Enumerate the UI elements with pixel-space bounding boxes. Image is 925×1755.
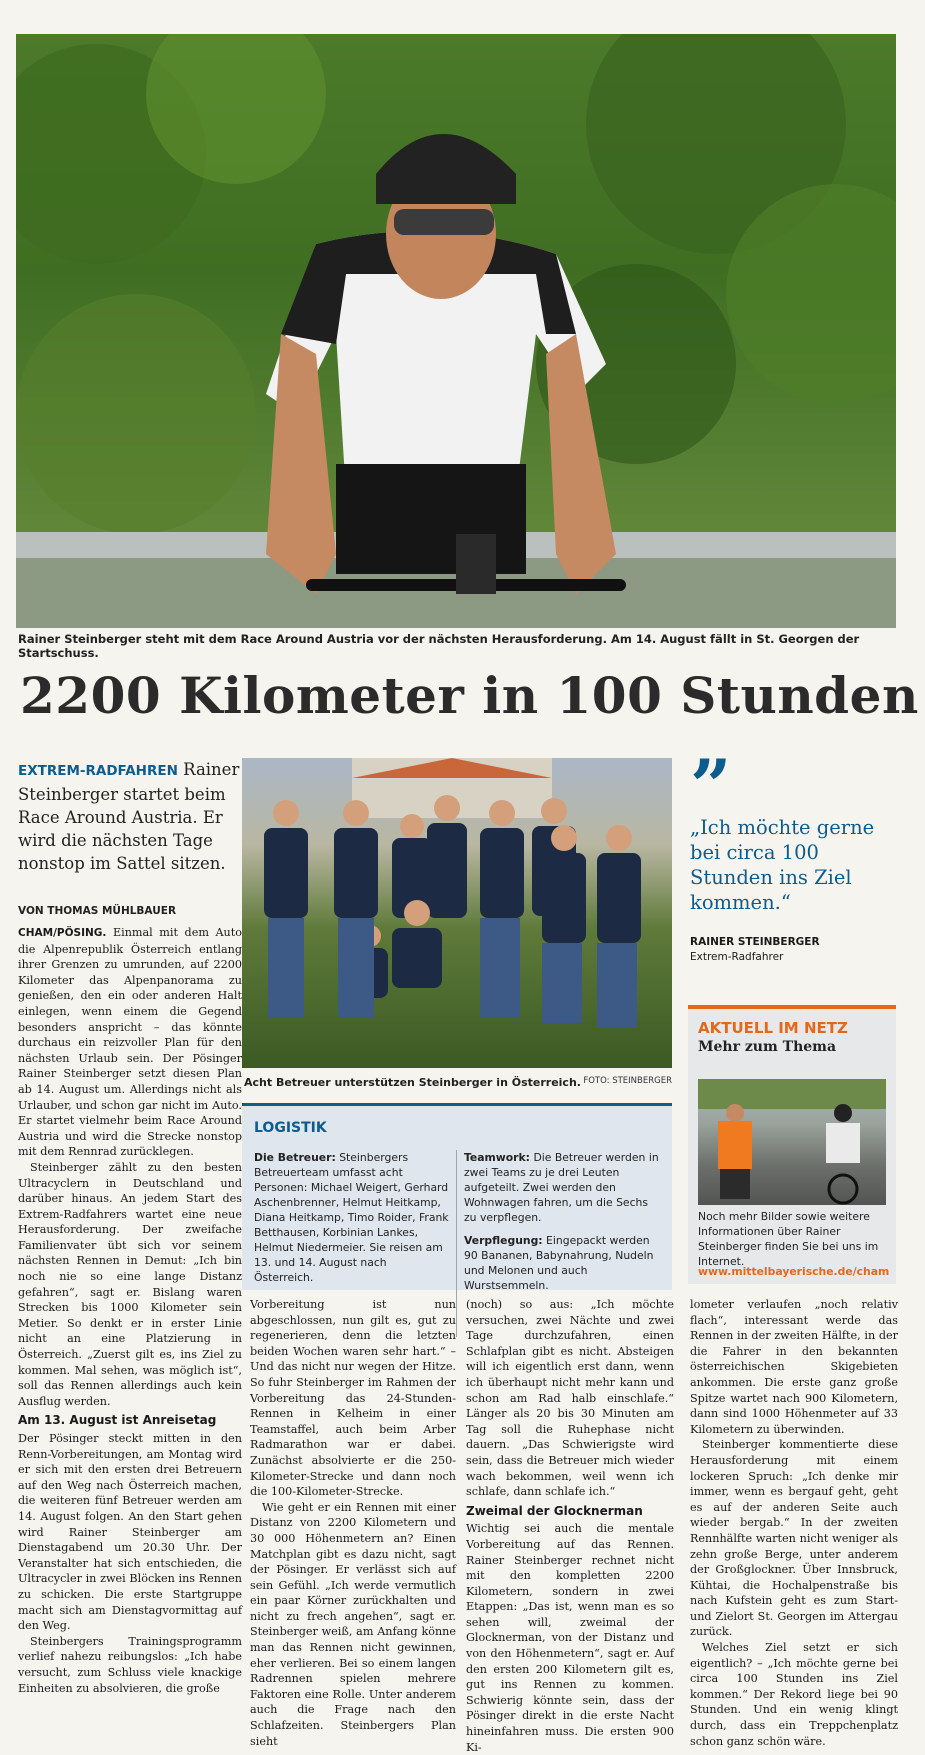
article-paragraph: Steinbergers Trainingsprogramm verlief nahezu reibungslos: „Ich habe versucht, zum Schluss viele knackige Einheiten zu absolvieren, die große: [18, 1634, 242, 1695]
lead-kicker: EXTREM-RADFAHREN: [18, 763, 178, 779]
article-paragraph: lometer verlaufen „noch relativ flach“, interessant werde das Rennen in der zweiten Hälfte, in der die Fahrer in den bekannten österreichischen Skigebieten ankommen. Die erste ganz große Spitze wartet nach 900 Kilometern, dann sind 1000 Höhenmeter auf 33 Kilometern zu überwinden.: [690, 1298, 898, 1436]
article-column-2: [250, 1297, 456, 1749]
subheading: Zweimal der Glocknerman: [466, 1503, 643, 1518]
article-paragraph: Der Pösinger steckt mitten in den Renn-Vorbereitungen, am Montag wird er sich mit den ersten drei Betreuern auf den Weg nach Österreich machen, die weiteren fünf Betreuer werden am 14. August folgen. An den Start gehen wird Rainer Steinberger am Dienstagabend um 20.30 Uhr. Der Veranstalter hat sich entschieden, die Ultracycler in zwei Blöcken ins Rennen zu schicken. Die erste Startgruppe macht sich am Dienstagvormittag auf den Weg.: [18, 1432, 242, 1633]
group-photo: [242, 758, 672, 1068]
logistik-betreuer: Die Betreuer: Steinbergers Betreuerteam umfasst acht Personen: Michael Weigert, Gerhard Aschenbrenner, Helmut Heitkamp, Diana Heitkamp, Timo Roider, Frank Betthausen, Korbinian Lankes, Helmut Niedermeier. Sie reisen am 13. und 14. August nach Österreich.: [254, 1151, 449, 1284]
online-teaser-heading: AKTUELL IM NETZ: [698, 1019, 848, 1037]
photo-credit: FOTO: STEINBERGER: [583, 1076, 672, 1086]
cyclist-photo: [16, 34, 896, 628]
logistik-box: [242, 1103, 672, 1290]
logistik-title: LOGISTIK: [254, 1120, 327, 1136]
article-column-1: [18, 925, 242, 1696]
logistik-column-2: [464, 1150, 659, 1293]
lead: [18, 758, 242, 875]
article-column-3: [466, 1297, 674, 1755]
quote-mark-icon: ”: [690, 743, 732, 828]
quote-author: RAINER STEINBERGER: [690, 936, 820, 948]
article-paragraph: Steinberger kommentierte diese Herausforderung mit einem lockeren Spruch: „Ich denke mir immer, wenn es bergauf geht, geht es auf der anderen Seite auch wieder bergab.“ In der zweiten Rennhälfte warten nicht weniger als zehn große Berge, unter anderem der Großglockner. Über Innsbruck, Kühtai, die Hochalpenstraße bis nach Kufstein geht es zum Start- und Zielort St. Georgen im Attergau zurück.: [690, 1438, 898, 1639]
byline: VON THOMAS MÜHLBAUER: [18, 905, 177, 917]
article-paragraph: Wichtig sei auch die mentale Vorbereitung auf das Rennen. Rainer Steinberger rechnet nicht mit den kompletten 2200 Kilometern, sondern in zwei Etappen: „Das ist, wenn man es so sehen will, zweimal der Glocknerman, von der Distanz und von den Höhenmetern“, sagt er. Auf den ersten 200 Kilometern gilt es, gut ins Rennen zu kommen. Schwierig könnte sein, dass der Pösinger direkt in die erste Nacht hineinfahren muss. Die ersten 900 Ki-: [466, 1522, 674, 1754]
photo-caption: Rainer Steinberger steht mit dem Race Around Austria vor der nächsten Herausforderung. Am 14. August fällt in St. Georgen der Startschuss.: [18, 632, 860, 660]
subheading: Am 13. August ist Anreisetag: [18, 1413, 217, 1428]
lead-text: Rainer Steinberger startet beim Race Around Austria. Er wird die nächsten Tage nonstop im Sattel sitzen.: [18, 760, 240, 873]
online-teaser-link[interactable]: www.mittelbayerische.de/cham: [698, 1265, 890, 1278]
article-paragraph: Vorbereitung ist nun abgeschlossen, nun gilt es, gut zu regenerieren, denn die letzten beiden Wochen waren sehr hart.“ – Und das nicht nur wegen der Hitze. So fuhr Steinberger im Rahmen der Vorbereitung das 24-Stunden-Rennen in Kelheim in einer Teamstaffel, auch beim Arber Radmarathon war er dabei. Zunächst absolvierte er die 250-Kilometer-Strecke und dann noch die 100-Kilometer-Strecke.: [250, 1298, 456, 1499]
article-paragraph: Wie geht er ein Rennen mit einer Distanz von 2200 Kilometern und 30 000 Höhenmetern an? Einen Matchplan gibt es dazu nicht, sagt der Pösinger. Er verlässt sich auf sein Gefühl. „Ich werde vermutlich ein paar Körner zurückhalten und nicht zu frech angehen“, sagt er. Steinberger weiß, am Anfang könne man das Rennen nicht gewinnen, eher verlieren. Bei so einem langen Radrennen spielen mehrere Faktoren eine Rolle. Unter anderem auch die Frage nach den Schlafzeiten. Steinbergers Plan sieht: [250, 1500, 456, 1748]
pull-quote: „Ich möchte gerne bei circa 100 Stunden ins Ziel kommen.“: [690, 816, 875, 914]
logistik-teamwork: Teamwork: Die Betreuer werden in zwei Teams zu je drei Leuten aufgeteilt. Zwei werden den Wohnwagen fahren, um die Sechs zu verpflegen.: [464, 1151, 659, 1224]
article-paragraph: Welches Ziel setzt er sich eigentlich? – „Ich möchte gerne bei circa 100 Stunden ins Ziel kommen.“ Der Rekord liege bei 90 Stunden. Und ein wenig klingt durch, dass ein Treppchenplatz schon ganz schön wäre.: [690, 1641, 898, 1748]
article-paragraph: Steinberger zählt zu den besten Ultracyclern in Deutschland und darüber hinaus. An jedem Start des Extrem-Radfahrers wartet eine neue Herausforderung. Der zweifache Familienvater übt sich vor seinem nächsten Rennen in Demut: „Ich bin noch nie so eine lange Distanz gefahren“, sagt er. Bislang waren Strecken bis 1000 Kilometer sein Metier. So denkt er in erster Linie nicht an eine Platzierung in Österreich. „Zuerst gilt es, ins Ziel zu kommen. Mal sehen, was möglich ist“, soll das Rennen allerdings auch kein Ausflug werden.: [18, 1160, 242, 1408]
article-column-4: [690, 1297, 898, 1749]
article-paragraph: CHAM/PÖSING. Einmal mit dem Auto die Alpenrepublik Österreich entlang ihrer Grenzen zu umrunden, auf 2200 Kilometer das Alpenpanorama zu genießen, den ein oder anderen Halt einlegen, wenn einem die Gegend besonders anspricht – das könnte durchaus ein reizvoller Plan für den nächsten Urlaub sein. Der Pösinger Rainer Steinberger setzt diesen Plan ab 14. August um. Allerdings nicht als Urlauber, und schon gar nicht im Auto. Er startet vielmehr beim Race Around Austria und wird die Strecke nonstop mit dem Rennrad zurücklegen.: [18, 926, 242, 1159]
cyclist-illustration: [16, 34, 896, 628]
headline: 2200 Kilometer in 100 Stunden: [20, 666, 919, 725]
online-teaser-text: Noch mehr Bilder sowie weitere Informationen über Rainer Steinberger finden Sie bei uns im Internet.: [698, 1210, 879, 1268]
divider: [456, 1150, 457, 1337]
dateline: CHAM/PÖSING.: [18, 927, 107, 939]
group-photo-caption: Acht Betreuer unterstützen Steinberger in Österreich.: [244, 1076, 581, 1089]
handover-illustration: [698, 1079, 886, 1205]
online-teaser-subheading: Mehr zum Thema: [698, 1039, 837, 1055]
online-teaser-photo: [698, 1079, 886, 1205]
group-illustration: [242, 758, 672, 1068]
quote-author-role: Extrem-Radfahrer: [690, 951, 784, 963]
logistik-verpflegung: Verpflegung: Eingepackt werden 90 Bananen, Babynahrung, Nudeln und Melonen und auch Wurstsemmeln.: [464, 1234, 654, 1292]
article-paragraph: (noch) so aus: „Ich möchte versuchen, zwei Nächte und zwei Tage durchzufahren, einen Schlafplan gibt es nicht. Absteigen will ich eigentlich erst dann, wenn ich überhaupt nicht mehr kann und schon am Rad halb einschlafe.“ Länger als 20 bis 30 Minuten am Tag soll die Ruhephase nicht dauern. „Das Schwierigste wird sein, dass die Betreuer mich wieder wach bekommen, weil wenn ich schlafe, dann schlafe ich.“: [466, 1298, 674, 1499]
online-teaser-box: [688, 1005, 896, 1284]
